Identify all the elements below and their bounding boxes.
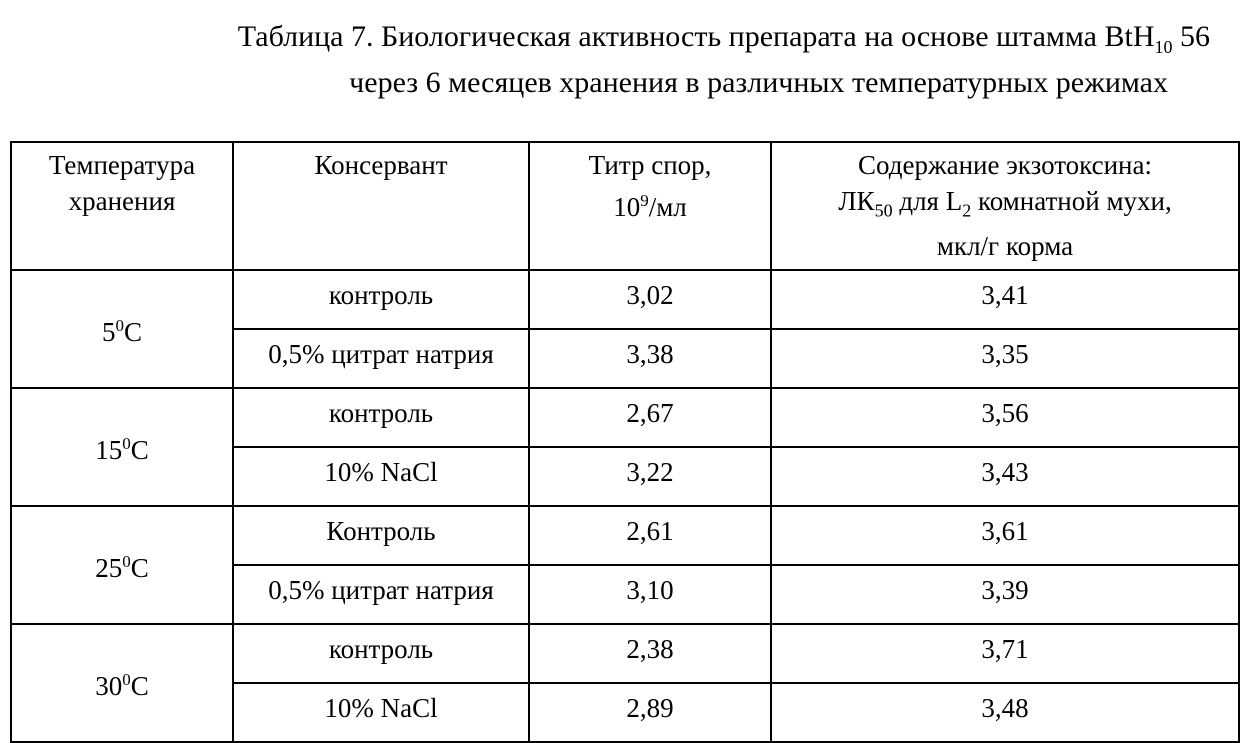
table-title-line2: через 6 месяцев хранения в различных температурных режимах [349, 66, 1168, 99]
table-title-line1 [0, 18, 1250, 66]
degree-sup: 0 [122, 670, 131, 689]
temperature-unit: C [130, 671, 149, 701]
lc50-cell: 3,56 [771, 388, 1239, 447]
titer-cell: 3,38 [529, 329, 771, 388]
header-text: ЛК [838, 186, 875, 216]
lc50-cell: 3,48 [771, 683, 1239, 742]
temperature-unit: C [130, 553, 149, 583]
temperature-value: 15 [95, 435, 123, 465]
titer-cell: 2,67 [529, 388, 771, 447]
temperature-cell [11, 270, 233, 388]
lc50-cell: 3,61 [771, 506, 1239, 565]
titer-cell: 3,10 [529, 565, 771, 624]
header-text: для L [892, 186, 963, 216]
header-text: мкл/г корма [936, 231, 1074, 262]
preservative-cell: Контроль [233, 506, 529, 565]
preservative-cell: контроль [233, 624, 529, 683]
lc50-cell: 3,43 [771, 447, 1239, 506]
titer-cell: 3,22 [529, 447, 771, 506]
title-suffix: 56 [1172, 20, 1210, 53]
title-subscript: 10 [1154, 37, 1173, 57]
header-sup: 9 [640, 191, 649, 210]
preservative-cell: 10% NaCl [233, 683, 529, 742]
degree-sup: 0 [122, 434, 131, 453]
degree-sup: 0 [115, 316, 124, 335]
titer-cell: 2,89 [529, 683, 771, 742]
preservative-cell: 10% NaCl [233, 447, 529, 506]
temperature-cell [11, 506, 233, 624]
header-temperature [11, 142, 233, 270]
header-sub: 2 [962, 200, 972, 221]
header-text: комнатной мухи, [971, 186, 1172, 216]
lc50-cell: 3,39 [771, 565, 1239, 624]
data-table [10, 141, 1240, 743]
degree-sup: 0 [122, 552, 131, 571]
title-text: Таблица 7. Биологическая активность препарата на основе штамма BtH [237, 20, 1155, 53]
temperature-unit: C [123, 317, 142, 347]
header-sub: 50 [874, 200, 893, 221]
header-text: 10 [613, 192, 641, 222]
table-row [11, 624, 1239, 683]
lc50-cell: 3,35 [771, 329, 1239, 388]
header-toxin [771, 142, 1239, 270]
header-text: Содержание экзотоксина: [858, 150, 1152, 180]
titer-cell: 2,38 [529, 624, 771, 683]
preservative-cell: контроль [233, 388, 529, 447]
preservative-cell: контроль [233, 270, 529, 329]
table-row [11, 506, 1239, 565]
temperature-value: 5 [101, 317, 116, 347]
header-titer [529, 142, 771, 270]
temperature-cell [11, 388, 233, 506]
header-text: хранения [68, 186, 176, 216]
titer-cell: 3,02 [529, 270, 771, 329]
table-row [11, 388, 1239, 447]
preservative-cell: 0,5% цитрат натрия [233, 329, 529, 388]
lc50-cell: 3,41 [771, 270, 1239, 329]
lc50-cell: 3,71 [771, 624, 1239, 683]
temperature-value: 30 [95, 671, 123, 701]
table-row [11, 270, 1239, 329]
header-text: Титр спор, [588, 150, 712, 180]
header-row [11, 142, 1239, 270]
temperature-value: 25 [95, 553, 123, 583]
header-text: /мл [648, 192, 687, 222]
temperature-cell [11, 624, 233, 742]
header-text: Температура [48, 150, 196, 180]
temperature-unit: C [130, 435, 149, 465]
titer-cell: 2,61 [529, 506, 771, 565]
header-preservative: Консервант [233, 142, 529, 270]
preservative-cell: 0,5% цитрат натрия [233, 565, 529, 624]
